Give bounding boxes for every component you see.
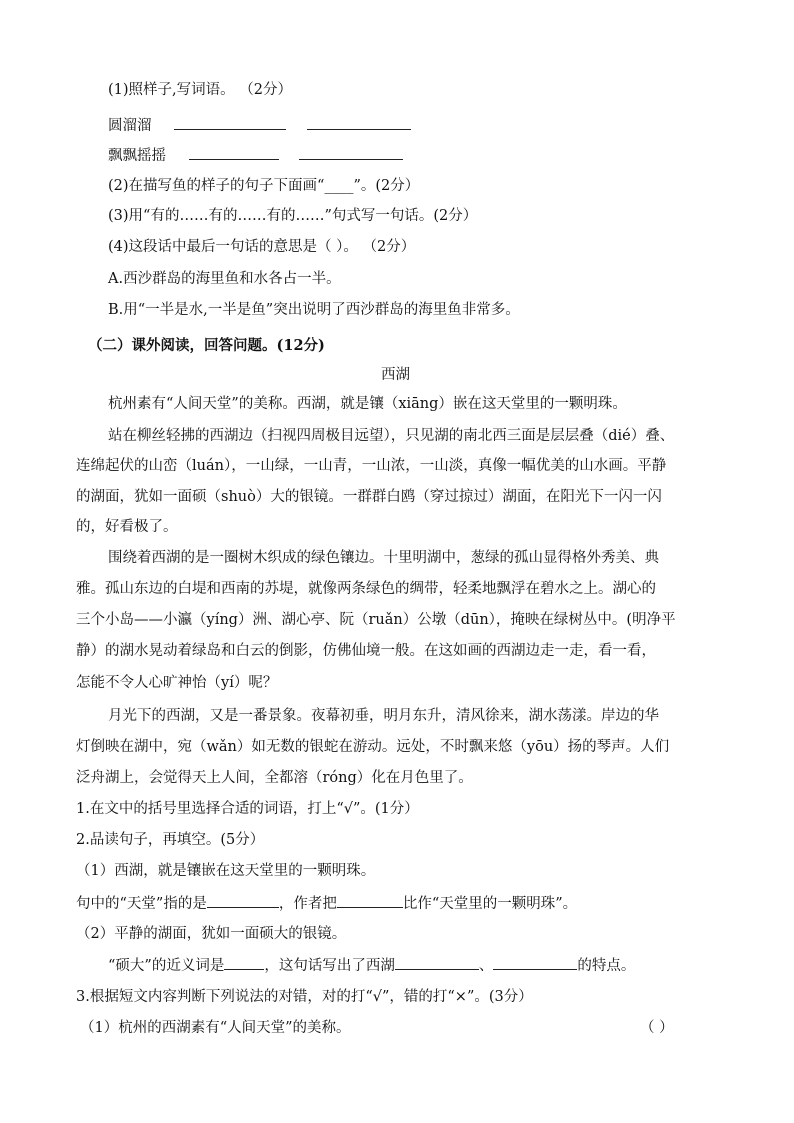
answer-blank[interactable] xyxy=(307,115,411,130)
section-title: （二）课外阅读，回答问题。(12分) xyxy=(88,337,325,354)
example-word: 飘飘摇摇 xyxy=(108,148,166,164)
passage-line: 连绵起伏的山峦（luán），一山绿，一山青，一山浓，一山淡，真像一幅优美的山水画。平静 xyxy=(76,458,667,474)
q3-line: (3)用“有的……有的……有的……”句式写一句话。(2分） xyxy=(108,208,478,224)
question-2-2: （2）平静的湖面，犹如一面硕大的银镜。 xyxy=(76,926,347,942)
q1-line: (1)照样子,写词语。 （2分） xyxy=(108,82,292,98)
question-2-1: （1）西湖，就是镶嵌在这天堂里的一颗明珠。 xyxy=(76,863,376,879)
passage-line: 杭州素有“人间天堂”的美称。西湖，就是镶（xiāng）嵌在这天堂里的一颗明珠。 xyxy=(108,396,627,412)
passage-line: 的湖面，犹如一面硕（shuò）大的银镜。一群群白鸥（穿过掠过）湖面，在阳光下一闪一闪 xyxy=(76,489,662,505)
fill-text: 句中的“天堂”指的是 xyxy=(76,896,207,912)
fill-text: 、 xyxy=(478,958,494,974)
answer-blank[interactable] xyxy=(337,893,403,908)
passage-line: 灯倒映在湖中，宛（wǎn）如无数的银蛇在游动。远处，不时飘来悠（yōu）扬的琴声。人们 xyxy=(76,739,670,755)
passage-line: 雅。孤山东边的白堤和西南的苏堤，就像两条绿色的绸带，轻柔地飘浮在碧水之上。湖心的 xyxy=(76,581,656,597)
fill-line-2-1 xyxy=(76,893,577,914)
passage-line: 的，好看极了。 xyxy=(76,519,178,535)
answer-blank[interactable] xyxy=(174,115,286,130)
passage-title: 西湖 xyxy=(381,367,410,383)
q2-line: (2)在描写鱼的样子的句子下面画“____”。(2分） xyxy=(108,178,420,194)
judge-paren[interactable]: （ ） xyxy=(640,1020,674,1036)
passage-line: 站在柳丝轻拂的西湖边（扫视四周极目远望），只见湖的南北西三面是层层叠（dié）叠、 xyxy=(108,428,675,444)
passage-line: 围绕着西湖的是一圈树木织成的绿色镶边。十里明湖中，葱绿的孤山显得格外秀美、典 xyxy=(108,550,659,566)
passage-line: 泛舟湖上，会觉得天上人间，全都溶（róng）化在月色里了。 xyxy=(76,770,473,786)
fill-text: ，作者把 xyxy=(278,896,337,912)
q4-line: (4)这段话中最后一句话的意思是（ ）。 （2分） xyxy=(108,239,416,255)
word-row-1 xyxy=(108,115,411,136)
answer-blank[interactable] xyxy=(207,893,279,908)
passage-line: 静）的湖水晃动着绿岛和白云的倒影，仿佛仙境一般。在这如画的西湖边走一走，看一看， xyxy=(76,643,656,659)
option-a: A.西沙群岛的海里鱼和水各占一半。 xyxy=(108,271,341,287)
fill-line-2-2 xyxy=(108,955,635,976)
passage-line: 月光下的西湖，又是一番景象。夜幕初垂，明月东升，清风徐来，湖水荡漾。岸边的华 xyxy=(108,708,659,724)
example-word: 圆溜溜 xyxy=(108,118,152,134)
question-1: 1.在文中的括号里选择合适的词语，打上“√”。(1分） xyxy=(76,801,419,817)
answer-blank[interactable] xyxy=(224,955,264,970)
question-3-1: （1）杭州的西湖素有“人间天堂”的美称。 xyxy=(80,1020,351,1036)
passage-line: 怎能不令人心旷神怡（yí）呢？ xyxy=(76,675,278,691)
fill-text: 比作“天堂里的一颗明珠”。 xyxy=(402,896,578,912)
answer-blank[interactable] xyxy=(493,955,577,970)
option-b: B.用“一半是水,一半是鱼”突出说明了西沙群岛的海里鱼非常多。 xyxy=(108,302,520,318)
fill-text: “硕大”的近义词是 xyxy=(108,958,225,974)
answer-blank[interactable] xyxy=(395,955,479,970)
answer-blank[interactable] xyxy=(189,145,279,160)
word-row-2 xyxy=(108,145,403,166)
passage-line: 三个小岛——小瀛（yíng）洲、湖心亭、阮（ruǎn）公墩（dūn），掩映在绿树丛中。(明净平 xyxy=(76,612,676,628)
fill-text: ，这句话写出了西湖 xyxy=(264,958,395,974)
answer-blank[interactable] xyxy=(299,145,403,160)
question-3: 3.根据短文内容判断下列说法的对错，对的打“√”，错的打“×”。(3分） xyxy=(76,989,533,1005)
fill-text: 的特点。 xyxy=(577,958,636,974)
question-2: 2.品读句子，再填空。(5分） xyxy=(76,832,265,848)
